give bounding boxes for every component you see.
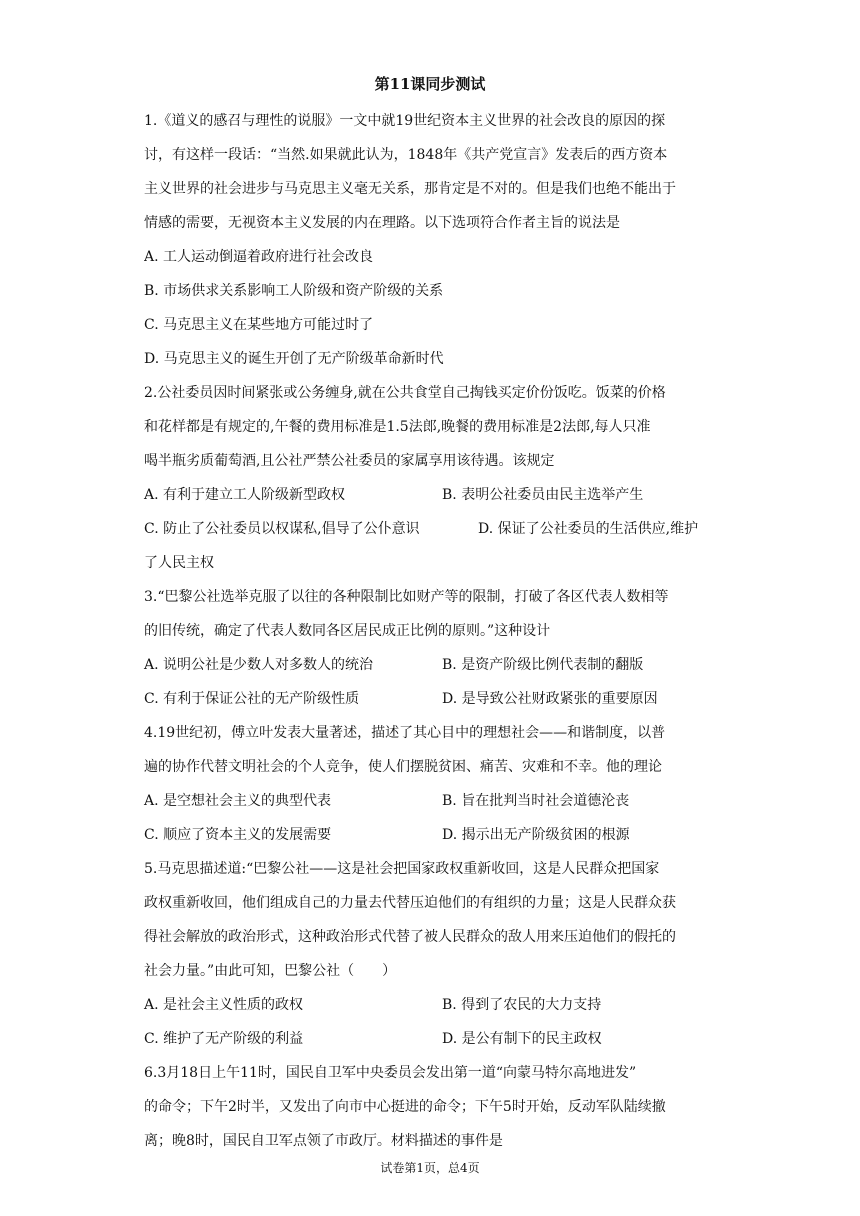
question-stem-line: 的旧传统，确定了代表人数同各区居民成正比例的原则。”这种设计	[144, 623, 551, 639]
question-stem-line: 的命令；下午2时半，又发出了向市中心挺进的命令；下午5时开始，反动军队陆续撤	[144, 1099, 666, 1115]
option-d: D. 马克思主义的诞生开创了无产阶级革命新时代	[144, 351, 444, 367]
question-stem-line: 政权重新收回，他们组成自己的力量去代替压迫他们的有组织的力量；这是人民群众获	[144, 895, 676, 911]
question-stem-line: 4.19世纪初，傅立叶发表大量著述，描述了其心目中的理想社会——和谐制度，以普	[144, 725, 666, 741]
question-list	[144, 104, 722, 1158]
option-row	[144, 478, 722, 512]
question-stem-line: 1.《道义的感召与理性的说服》一文中就19世纪资本主义世界的社会改良的原因的探	[144, 113, 666, 129]
question-stem-line: 离；晚8时，国民自卫军点领了市政厅。材料描述的事件是	[144, 1133, 503, 1149]
option-d: D. 保证了公社委员的生活供应,维护	[478, 521, 699, 537]
option-row	[144, 682, 722, 716]
option-b: B. 得到了农民的大力支持	[442, 997, 602, 1013]
question-3	[144, 580, 722, 716]
question-stem-line: 情感的需要，无视资本主义发展的内在理路。以下选项符合作者主旨的说法是	[144, 215, 620, 231]
option-a: A. 是社会主义性质的政权	[144, 997, 304, 1013]
option-a: A. 工人运动倒逼着政府进行社会改良	[144, 249, 374, 265]
page-title: 第11课同步测试	[374, 75, 486, 93]
option-d: D. 是公有制下的民主政权	[442, 1031, 602, 1047]
option-b: B. 表明公社委员由民主选举产生	[442, 487, 644, 503]
option-b: B. 是资产阶级比例代表制的翻版	[442, 657, 644, 673]
question-4	[144, 716, 722, 852]
option-a: A. 说明公社是少数人对多数人的统治	[144, 657, 374, 673]
option-b: B. 市场供求关系影响工人阶级和资产阶级的关系	[144, 283, 444, 299]
option-b: B. 旨在批判当时社会道德沦丧	[442, 793, 630, 809]
option-d-continued: 了人民主权	[144, 555, 214, 571]
question-stem-line: 遍的协作代替文明社会的个人竞争，使人们摆脱贫困、痛苦、灾难和不幸。他的理论	[144, 759, 662, 775]
question-stem-line: 得社会解放的政治形式，这种政治形式代替了被人民群众的敌人用来压迫他们的假托的	[144, 929, 676, 945]
question-stem-line: 喝半瓶劣质葡萄酒,且公社严禁公社委员的家属享用该待遇。该规定	[144, 453, 555, 469]
question-stem-line: 3.“巴黎公社选举克服了以往的各种限制比如财产等的限制，打破了各区代表人数相等	[144, 589, 669, 605]
option-row	[144, 988, 722, 1022]
question-2	[144, 376, 722, 580]
option-c: C. 马克思主义在某些地方可能过时了	[144, 317, 374, 333]
option-c: C. 维护了无产阶级的利益	[144, 1031, 304, 1047]
question-6	[144, 1056, 722, 1158]
question-stem-line: 讨，有这样一段话：“当然.如果就此认为，1848年《共产党宣言》发表后的西方资本	[144, 147, 668, 163]
option-d: D. 是导致公社财政紧张的重要原因	[442, 691, 658, 707]
option-c: C. 有利于保证公社的无产阶级性质	[144, 691, 360, 707]
option-c: C. 顺应了资本主义的发展需要	[144, 827, 332, 843]
option-a: A. 是空想社会主义的典型代表	[144, 793, 332, 809]
question-stem-line: 和花样都是有规定的,午餐的费用标准是1.5法郎,晚餐的费用标准是2法郎,每人只准	[144, 419, 651, 435]
option-c: C. 防止了公社委员以权谋私,倡导了公仆意识	[144, 521, 420, 537]
option-a: A. 有利于建立工人阶级新型政权	[144, 487, 346, 503]
question-stem-line: 主义世界的社会进步与马克思主义毫无关系，那肯定是不对的。但是我们也绝不能出于	[144, 181, 676, 197]
option-row	[144, 784, 722, 818]
page-footer: 试卷第1页，总4页	[380, 1161, 480, 1175]
question-stem-line: 社会力量。”由此可知，巴黎公社（ ）	[144, 963, 397, 979]
question-stem-line: 5.马克思描述道:“巴黎公社——这是社会把国家政权重新收回，这是人民群众把国家	[144, 861, 660, 877]
question-1	[144, 104, 722, 376]
question-stem-line: 2.公社委员因时间紧张或公务缠身,就在公共食堂自己掏钱买定价份饭吃。饭菜的价格	[144, 385, 666, 401]
option-row	[144, 648, 722, 682]
option-row	[144, 818, 722, 852]
question-5	[144, 852, 722, 1056]
option-row	[144, 1022, 722, 1056]
option-d: D. 揭示出无产阶级贫困的根源	[442, 827, 630, 843]
option-row	[144, 512, 722, 546]
question-stem-line: 6.3月18日上午11时，国民自卫军中央委员会发出第一道“向蒙马特尔高地进发”	[144, 1065, 637, 1081]
